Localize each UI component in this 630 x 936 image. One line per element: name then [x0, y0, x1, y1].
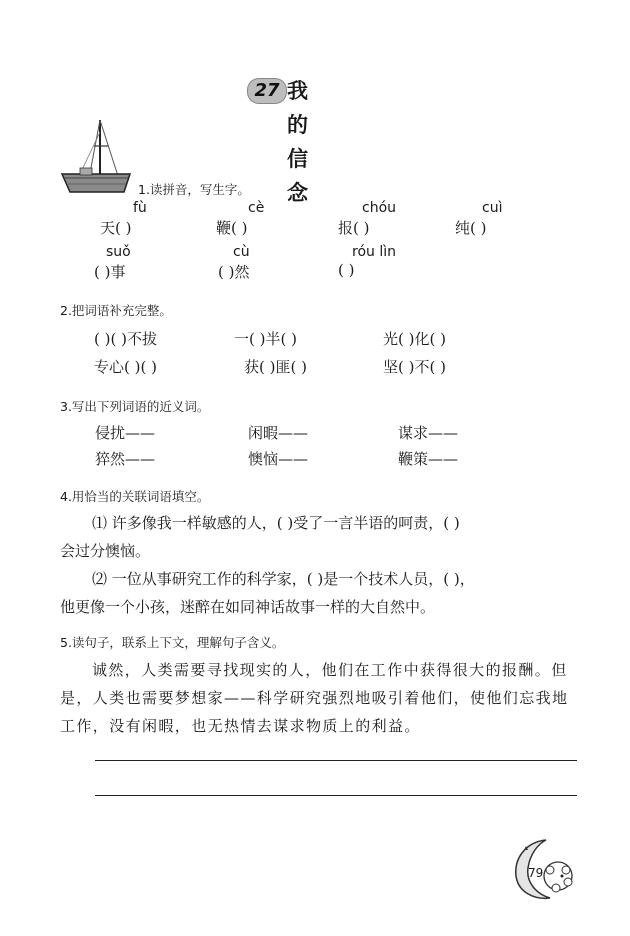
synonym-blank[interactable]: 鞭策—— — [398, 450, 459, 468]
char-blank[interactable]: 鞭( ) — [216, 219, 248, 237]
section-3-heading: 3.写出下列词语的近义词。 — [60, 399, 210, 414]
pinyin: suǒ — [106, 244, 131, 260]
section-1-heading: 1.读拼音，写生字。 — [138, 182, 250, 197]
idiom-blank[interactable]: ( )( )不拔 — [94, 330, 157, 348]
char-blank[interactable]: 天( ) — [100, 219, 132, 237]
lesson-title-text: 我的信念 — [287, 79, 308, 205]
synonym-blank[interactable]: 谋求—— — [398, 424, 459, 442]
pinyin: cuì — [482, 200, 503, 216]
synonym-blank[interactable]: 侵扰—— — [95, 424, 156, 442]
fill-sentence: 会过分懊恼。 — [60, 542, 151, 560]
lesson-number-badge: 27 — [247, 78, 287, 104]
fill-sentence: 他更像一个小孩，迷醉在如同神话故事一样的大自然中。 — [60, 598, 436, 616]
pinyin: cè — [248, 200, 265, 216]
pinyin: chóu — [362, 200, 397, 216]
idiom-blank[interactable]: 获( )匪( ) — [244, 358, 307, 376]
moon-sheep-icon — [510, 836, 580, 902]
passage-line: 工作，没有闲暇，也无热情去谋求物质上的利益。 — [60, 717, 421, 735]
idiom-blank[interactable]: 一( )半( ) — [234, 330, 297, 348]
page-number: 79 — [528, 866, 544, 880]
synonym-blank[interactable]: 懊恼—— — [248, 450, 309, 468]
pinyin: fù — [133, 200, 147, 216]
pinyin: róu lìn — [352, 244, 396, 260]
answer-line[interactable] — [95, 795, 577, 796]
char-blank[interactable]: 报( ) — [338, 219, 370, 237]
section-4-heading: 4.用恰当的关联词语填空。 — [60, 489, 210, 504]
fill-sentence[interactable]: ⑵ 一位从事研究工作的科学家，( )是一个技术人员，( )， — [92, 570, 475, 588]
idiom-blank[interactable]: 专心( )( ) — [94, 358, 157, 376]
pinyin: cù — [233, 244, 250, 260]
char-blank[interactable]: ( )然 — [218, 263, 250, 281]
char-blank[interactable]: ( )事 — [94, 263, 126, 281]
answer-line[interactable] — [95, 760, 577, 761]
passage-line: 是，人类也需要梦想家——科学研究强烈地吸引着他们，使他们忘我地 — [60, 689, 569, 707]
char-blank[interactable]: 纯( ) — [455, 219, 487, 237]
synonym-blank[interactable]: 猝然—— — [95, 450, 156, 468]
passage-line: 诚然，人类需要寻找现实的人，他们在工作中获得很大的报酬。但 — [92, 661, 568, 679]
section-2-heading: 2.把词语补充完整。 — [60, 303, 172, 318]
synonym-blank[interactable]: 闲暇—— — [248, 424, 309, 442]
idiom-blank[interactable]: 坚( )不( ) — [383, 358, 446, 376]
idiom-blank[interactable]: 光( )化( ) — [383, 330, 446, 348]
section-5-heading: 5.读句子，联系上下文，理解句子含义。 — [60, 635, 285, 650]
char-blank[interactable]: ( ) — [338, 261, 355, 279]
fill-sentence[interactable]: ⑴ 许多像我一样敏感的人，( )受了一言半语的呵责，( ) — [92, 514, 460, 532]
sailboat-icon — [60, 118, 135, 196]
